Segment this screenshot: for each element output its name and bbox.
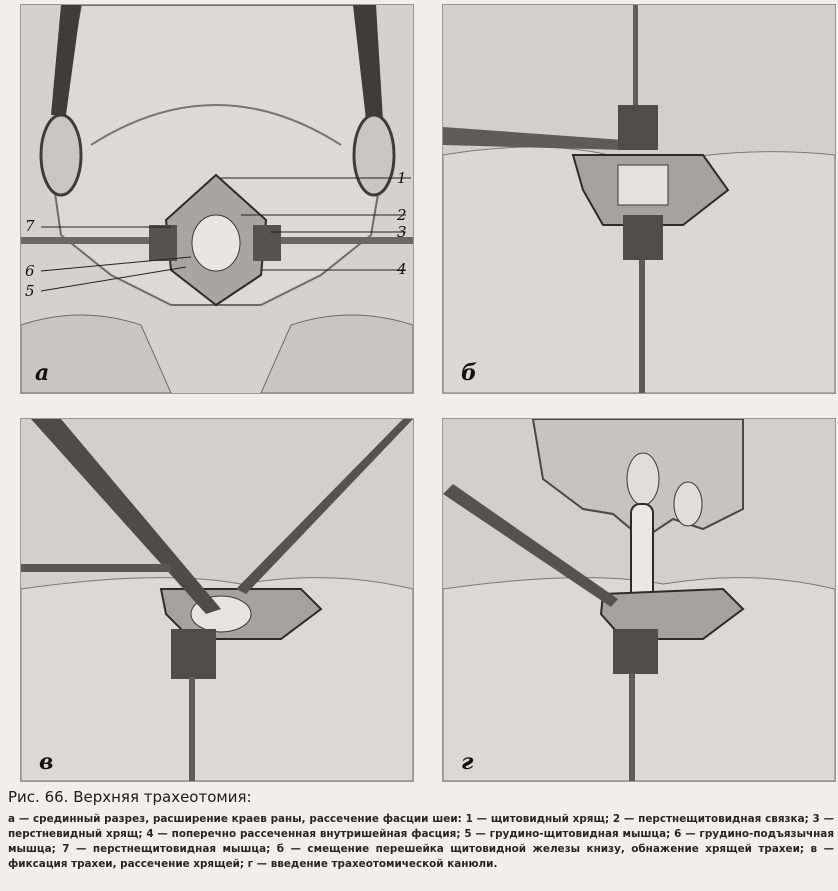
panel-a-label: а (35, 360, 50, 386)
callout-4: 4 (397, 260, 407, 278)
figure-caption (8, 788, 834, 872)
panel-b-label: б (461, 360, 477, 386)
callout-7: 7 (25, 217, 35, 235)
panel-a (20, 4, 414, 394)
caption-text: а — срединный разрез, расширение краев раны, рассечение фасции шеи: 1 — щитовидный хрящ; 2 — перстнещитовидная связка; 3 — перстневидный хрящ; 4 — поперечно рассеченная внутришейная фасция; 5 — грудино-щитовидная мышца; 6 — грудино-подъязычная мышца; 7 — перстнещитовидная мышца; б — смещение перешейка щитовидной железы книзу, обнажение хрящей трахеи; в — фиксация трахеи, рассечение хрящей; г — введение трахеотомической канюли. (8, 813, 834, 870)
panel-b (442, 4, 836, 394)
caption-title: Рис. 66. Верхняя трахеотомия: (8, 788, 252, 806)
panel-g-label: г (461, 749, 474, 775)
panel-v-illustration (21, 419, 413, 781)
callout-3: 3 (397, 223, 407, 241)
callout-6: 6 (25, 262, 35, 280)
panel-g-illustration (443, 419, 835, 781)
panel-a-illustration (21, 5, 413, 393)
panel-b-illustration (443, 5, 835, 393)
callout-2: 2 (397, 206, 407, 224)
callout-1: 1 (397, 169, 407, 187)
panel-g (442, 418, 836, 782)
callout-5: 5 (25, 282, 35, 300)
panel-v-label: в (39, 749, 54, 775)
panel-v (20, 418, 414, 782)
